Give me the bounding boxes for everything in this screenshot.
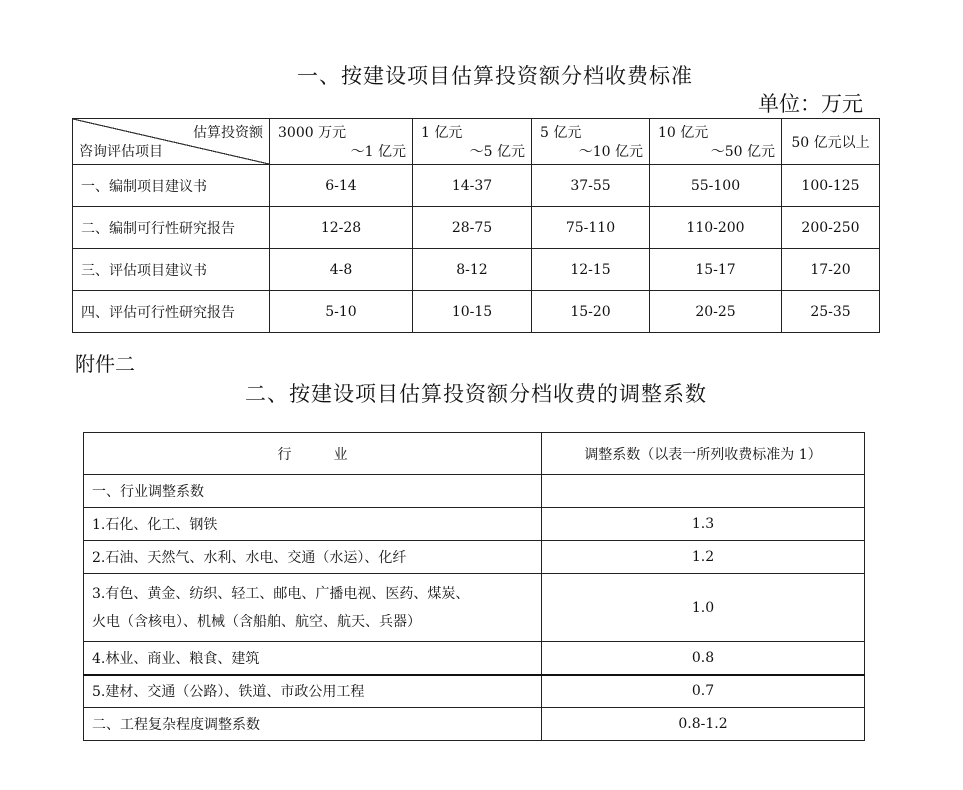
row-label: 四、评估可行性研究报告 [73, 291, 270, 333]
table-row [73, 207, 880, 249]
table-cell: 25-35 [782, 291, 880, 333]
table-cell: 12-28 [270, 207, 413, 249]
table-cell: 5-10 [270, 291, 413, 333]
table-cell: 110-200 [650, 207, 782, 249]
range-to: ～10 亿元 [578, 144, 643, 160]
table-row [84, 508, 865, 541]
row-label: 二、编制可行性研究报告 [73, 207, 270, 249]
attachment-label: 附件二 [75, 352, 135, 376]
column-header [532, 119, 650, 165]
table-row [84, 574, 865, 642]
table-cell: 100-125 [782, 165, 880, 207]
range-from: 1 亿元 [421, 125, 463, 141]
table-row [84, 475, 865, 508]
table-cell: 20-25 [650, 291, 782, 333]
row-label: 1.石化、化工、钢铁 [84, 508, 542, 541]
row-label: 4.林业、商业、粮食、建筑 [84, 642, 542, 675]
fee-standard-table [72, 118, 880, 333]
table-cell: 28-75 [413, 207, 532, 249]
table-cell: 37-55 [532, 165, 650, 207]
fee-standard-title: 一、按建设项目估算投资额分档收费标准 [297, 64, 693, 88]
adjustment-title: 二、按建设项目估算投资额分档收费的调整系数 [245, 382, 707, 406]
row-label-line: 3.有色、黄金、纺织、轻工、邮电、广播电视、医药、煤炭、 [92, 585, 470, 602]
table-row [84, 675, 865, 708]
table-cell: 12-15 [532, 249, 650, 291]
table-row [73, 165, 880, 207]
unit-label: 单位：万元 [758, 92, 863, 116]
coefficient-value: 0.8 [542, 642, 865, 675]
table-cell: 17-20 [782, 249, 880, 291]
table-cell: 6-14 [270, 165, 413, 207]
range-to: ～50 亿元 [710, 144, 775, 160]
column-header [270, 119, 413, 165]
table-row [73, 291, 880, 333]
investment-amount-label: 估算投资额 [193, 125, 263, 141]
range-from: 3000 万元 [278, 125, 347, 141]
table-cell: 8-12 [413, 249, 532, 291]
table-cell: 4-8 [270, 249, 413, 291]
coefficient-value: 0.8-1.2 [542, 708, 865, 741]
table-row [84, 642, 865, 675]
row-label: 三、评估项目建议书 [73, 249, 270, 291]
coefficient-value: 0.7 [542, 675, 865, 708]
industry-header: 行 业 [84, 433, 542, 475]
table-cell: 14-37 [413, 165, 532, 207]
table-cell: 75-110 [532, 207, 650, 249]
row-label: 一、行业调整系数 [84, 475, 542, 508]
table-cell: 200-250 [782, 207, 880, 249]
consulting-item-label: 咨询评估项目 [79, 144, 163, 160]
range-from: 10 亿元 [658, 125, 709, 141]
diagonal-header-cell [73, 119, 270, 165]
range-to: ～5 亿元 [469, 144, 525, 160]
column-header [413, 119, 532, 165]
table-header-row [84, 433, 865, 475]
row-label [84, 574, 542, 642]
column-header: 50 亿元以上 [782, 119, 880, 165]
coefficient-value [542, 475, 865, 508]
table-cell: 15-20 [532, 291, 650, 333]
table-cell: 55-100 [650, 165, 782, 207]
range-to: ～1 亿元 [350, 144, 406, 160]
row-label: 5.建材、交通（公路）、铁道、市政公用工程 [84, 675, 542, 708]
column-header [650, 119, 782, 165]
table-cell: 15-17 [650, 249, 782, 291]
coefficient-header: 调整系数（以表一所列收费标准为 1） [542, 433, 865, 475]
table-row [84, 541, 865, 574]
table-row [73, 249, 880, 291]
table-row [84, 708, 865, 741]
row-label: 一、编制项目建议书 [73, 165, 270, 207]
row-label-line: 火电（含核电）、机械（含船舶、航空、航天、兵器） [92, 613, 421, 630]
coefficient-value: 1.3 [542, 508, 865, 541]
table-cell: 10-15 [413, 291, 532, 333]
adjustment-table [83, 432, 865, 741]
row-label: 2.石油、天然气、水利、水电、交通（水运）、化纤 [84, 541, 542, 574]
coefficient-value: 1.2 [542, 541, 865, 574]
coefficient-value: 1.0 [542, 574, 865, 642]
row-label: 二、工程复杂程度调整系数 [84, 708, 542, 741]
table-header-row [73, 119, 880, 165]
range-from: 5 亿元 [540, 125, 582, 141]
